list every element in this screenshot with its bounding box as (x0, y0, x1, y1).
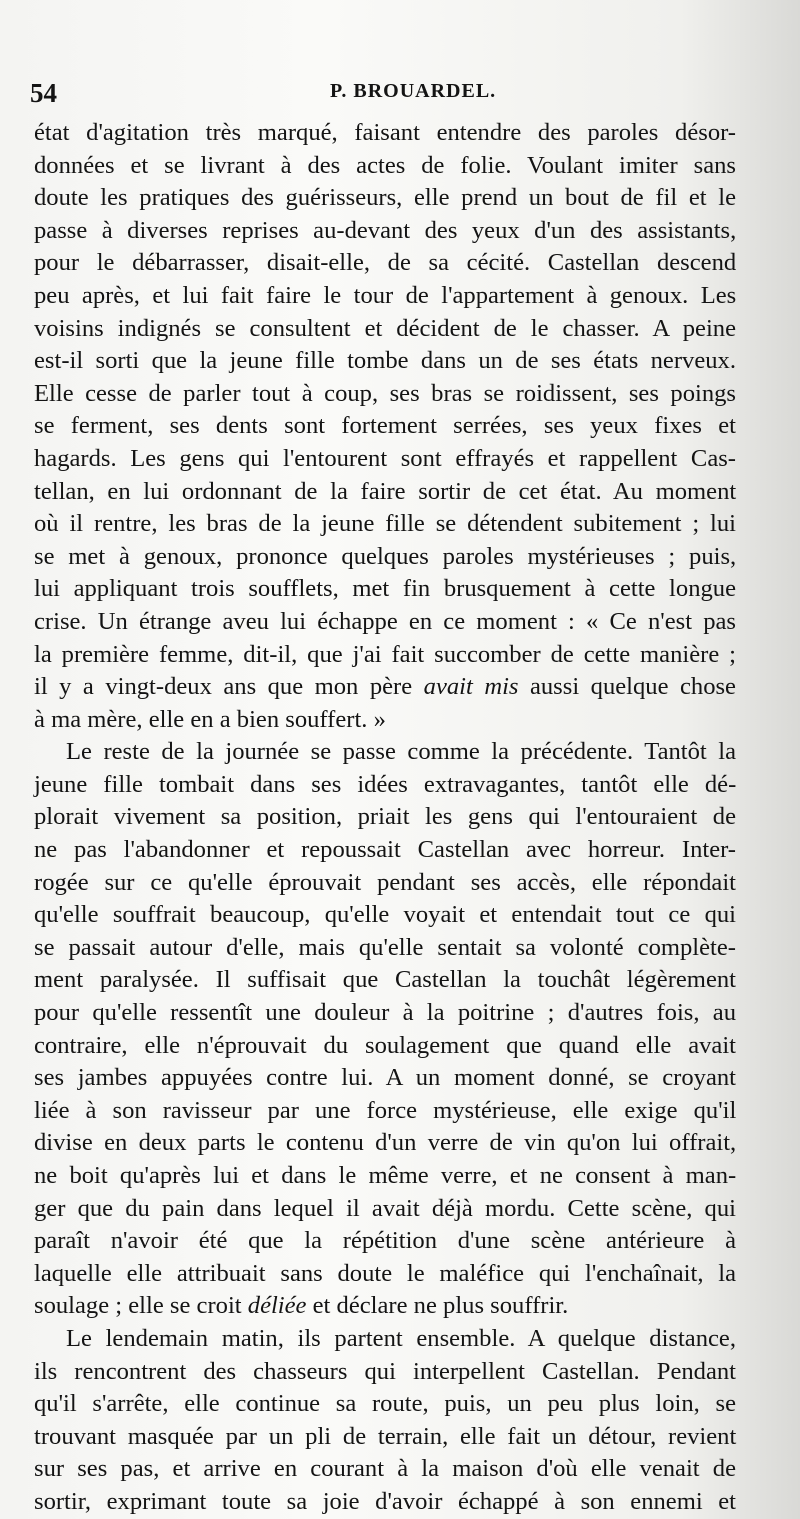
text-line: sortir, exprimant toute sa joie d'avoir échappé à son ennemi et (34, 1487, 736, 1515)
text-line: passe à diverses reprises au-devant des yeux d'un des assistants, (34, 216, 737, 244)
text-line: divise en deux parts le contenu d'un verre de vin qu'on lui offrait, (34, 1129, 737, 1157)
text-line: pour qu'elle ressentît une douleur à la poitrine ; d'autres fois, au (34, 999, 736, 1027)
text-line: qu'elle souffrait beaucoup, qu'elle voyait et entendait tout ce qui (34, 901, 736, 929)
text-line: où il rentre, les bras de la jeune fille se détendent subitement ; lui (34, 510, 736, 538)
text-line: ne boit qu'après lui et dans le même verre, et ne consent à man- (34, 1162, 737, 1189)
text-line: ment paralysée. Il suffisait que Castellan la touchât légèrement (34, 966, 736, 994)
text-line: liée à son ravisseur par une force mystérieuse, elle exige qu'il (34, 1096, 737, 1124)
text-run: et déclare ne plus souffrir. (306, 1292, 569, 1320)
text-line: peu après, et lui fait faire le tour de l'appartement à genoux. Les (34, 281, 737, 309)
text-line: pour le débarrasser, disait-elle, de sa cécité. Castellan descend (34, 249, 737, 277)
text-line: la première femme, dit-il, que j'ai fait succomber de cette manière ; (34, 640, 736, 668)
text-line: Le reste de la journée se passe comme la précédente. Tantôt la (66, 738, 736, 766)
text-line: qu'il s'arrête, elle continue sa route, puis, un peu plus loin, se (34, 1390, 736, 1418)
text-line-with-italic (34, 671, 736, 704)
text-line: crise. Un étrange aveu lui échappe en ce moment : « Ce n'est pas (34, 607, 736, 635)
text-line: tellan, en lui ordonnant de la faire sortir de cet état. Au moment (34, 477, 737, 505)
text-line-with-italic (34, 1290, 736, 1323)
italic-text: avait mis (423, 673, 519, 701)
text-line: se passait autour d'elle, mais qu'elle sentait sa volonté complète- (34, 933, 736, 961)
text-run: aussi quelque chose (518, 673, 736, 701)
text-run: soulage ; elle se croit (34, 1292, 248, 1320)
paragraph-3 (34, 1323, 736, 1519)
text-run: il y a vingt-deux ans que mon père (34, 673, 424, 701)
text-line: ils rencontrent des chasseurs qui interpellent Castellan. Pendant (34, 1357, 736, 1385)
text-line: trouvant masquée par un pli de terrain, elle fait un détour, revient (34, 1422, 737, 1450)
text-line: voisins indignés se consultent et décident de le chasser. A peine (34, 314, 736, 342)
paragraph-1 (34, 117, 736, 736)
text-line: doute les pratiques des guérisseurs, elle prend un bout de fil et le (34, 184, 736, 212)
text-line: données et se livrant à des actes de folie. Voulant imiter sans (34, 151, 736, 179)
text-line: jeune fille tombait dans ses idées extravagantes, tantôt elle dé- (34, 770, 737, 798)
text-line: plorait vivement sa position, priait les gens qui l'entouraient de (34, 803, 736, 831)
text-line: hagards. Les gens qui l'entourent sont effrayés et rappellent Cas- (34, 444, 736, 472)
body-text (34, 117, 736, 1519)
text-line: ne pas l'abandonner et repoussait Castellan avec horreur. Inter- (34, 836, 736, 864)
text-line: contraire, elle n'éprouvait du soulagement que quand elle avait (34, 1031, 736, 1059)
italic-text: déliée (247, 1292, 307, 1320)
page-header (30, 78, 770, 118)
paragraph-2 (34, 736, 736, 1323)
text-line: Le lendemain matin, ils partent ensemble. A quelque distance, (66, 1324, 736, 1352)
page-number: 54 (30, 78, 57, 108)
text-line: ses jambes appuyées contre lui. A un moment donné, se croyant (34, 1064, 736, 1092)
text-line: laquelle elle attribuait sans doute le maléfice qui l'enchaînait, la (34, 1259, 736, 1287)
text-line: à ma mère, elle en a bien souffert. » (34, 705, 386, 733)
text-line: se ferment, ses dents sont fortement serrées, ses yeux fixes et (34, 412, 736, 440)
text-line: paraît n'avoir été que la répétition d'une scène antérieure à (34, 1227, 736, 1255)
text-line: ger que du pain dans lequel il avait déjà mordu. Cette scène, qui (34, 1194, 736, 1222)
running-head: P. BROUARDEL. (330, 80, 497, 102)
text-line: est-il sorti que la jeune fille tombe dans un de ses états nerveux. (34, 347, 736, 375)
text-line: rogée sur ce qu'elle éprouvait pendant ses accès, elle répondait (34, 868, 736, 896)
text-line: lui appliquant trois soufflets, met fin brusquement à cette longue (34, 575, 736, 603)
text-line: se met à genoux, prononce quelques paroles mystérieuses ; puis, (34, 542, 737, 570)
text-line: sur ses pas, et arrive en courant à la maison d'où elle venait de (34, 1455, 736, 1483)
text-line: état d'agitation très marqué, faisant entendre des paroles désor- (34, 119, 736, 146)
text-line: Elle cesse de parler tout à coup, ses bras se roidissent, ses poings (34, 379, 736, 407)
